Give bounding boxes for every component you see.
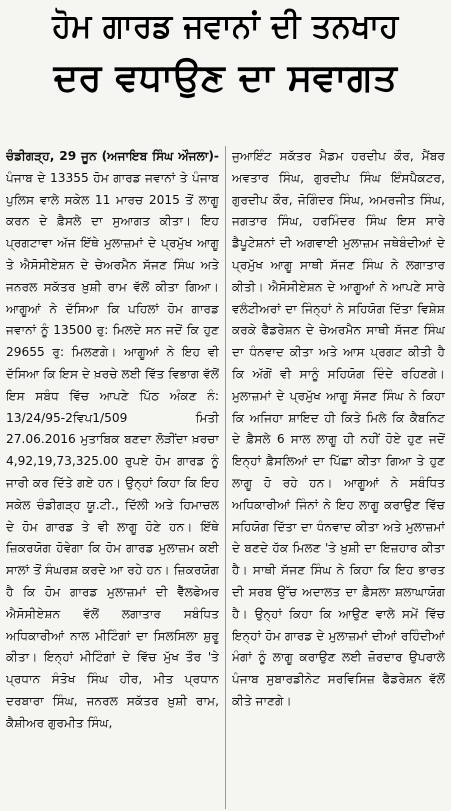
- left-column-text: ਪੰਜਾਬ ਦੇ 13355 ਹੋਮ ਗਾਰਡ ਜਵਾਨਾਂ ਤੇ ਪੰਜਾਬ ਪੁਲਿਸ ਵਾਲੇ ਸਕੇਲ 11 ਮਾਰਚ 2015 ਤੋਂ ਲਾਗੂ ਕਰਨ ਦੇ ਫ਼ੈਸਲੇ ਦਾ ਸੁਆਗਤ ਕੀਤਾ। ਇਹ ਪ੍ਰਗਟਾਵਾ ਅੱਜ ਇੱਥੇ ਮੁਲਾਜ਼ਮਾਂ ਦੇ ਪ੍ਰਮੁੱਖ ਆਗੂ ਤੇ ਐਸੋਸੀਏਸ਼ਨ ਦੇ ਚੇਅਰਮੈਨ ਸੱਜਣ ਸਿੰਘ ਅਤੇ ਜਨਰਲ ਸਕੱਤਰ ਖ਼ੁਸ਼ੀ ਰਾਮ ਵੱਲੋਂ ਕੀਤਾ ਗਿਆ। ਆਗੂਆਂ ਨੇ ਦੱਸਿਆ ਕਿ ਪਹਿਲਾਂ ਹੋਮ ਗਾਰਡ ਜਵਾਨਾਂ ਨੂੰ 13500 ਰੁ: ਮਿਲਦੇ ਸਨ ਜਦੋਂ ਕਿ ਹੁਣ 29655 ਰੁ: ਮਿਲਣਗੇ। ਆਗੂਆਂ ਨੇ ਇਹ ਵੀ ਦੱਸਿਆ ਕਿ ਇਸ ਦੇ ਖ਼ਰਚੇ ਲਈ ਵਿੱਤ ਵਿਭਾਗ ਵੱਲੋਂ ਇਸ ਸਬੰਧ ਵਿੱਚ ਆਪਣੇ ਪਿੱਠ ਅੰਕਣ ਨੰ: 13/24/95-2ਵਿਪ1/509 ਮਿਤੀ 27.06.2016 ਮੁਤਾਬਿਕ ਬਣਦਾ ਲੋੜੀਂਦਾ ਖ਼ਰਚਾ 4,92,19,73,325.00 ਰੁਪਏ ਹੋਮ ਗਾਰਡ ਨੂੰ ਜਾਰੀ ਕਰ ਦਿੱਤੇ ਗਏ ਹਨ। ਉਨ੍ਹਾਂ ਕਿਹਾ ਕਿ ਇਹ ਸਕੇਲ ਚੰਡੀਗੜ੍ਹ ਯੂ.ਟੀ., ਦਿੱਲੀ ਅਤੇ ਹਿਮਾਚਲ ਦੇ ਹੋਮ ਗਾਰਡ ਤੇ ਵੀ ਲਾਗੂ ਹੋਣੇ ਹਨ। ਇੱਥੇ ਜ਼ਿਕਰਯੋਗ ਹੋਵੇਗਾ ਕਿ ਹੋਮ ਗਾਰਡ ਮੁਲਾਜ਼ਮ ਕਈ ਸਾਲਾਂ ਤੋਂ ਸੰਘਰਸ਼ ਕਰਦੇ ਆ ਰਹੇ ਹਨ। ਜ਼ਿਕਰਯੋਗ ਹੈ ਕਿ ਹੋਮ ਗਾਰਡ ਮੁਲਾਜ਼ਮਾਂ ਦੀ ਵੈੱਲਫੇਅਰ ਐਸੋਸੀਏਸ਼ਨ ਵੱਲੋਂ ਲਗਾਤਾਰ ਸਬੰਧਿਤ ਅਧਿਕਾਰੀਆਂ ਨਾਲ ਮੀਟਿੰਗਾਂ ਦਾ ਸਿਲਸਿਲਾ ਸ਼ੁਰੂ ਕੀਤਾ। ਇਨ੍ਹਾਂ ਮੀਟਿੰਗਾਂ ਦੇ ਵਿੱਚ ਮੁੱਖ ਤੌਰ 'ਤੇ ਪ੍ਰਧਾਨ ਸੰਤੋਖ ਸਿੰਘ ਹੀਰ, ਮੀਤ ਪ੍ਰਧਾਨ ਦਰਬਾਰਾ ਸਿੰਘ, ਜਨਰਲ ਸਕੱਤਰ ਖ਼ੁਸ਼ੀ ਰਾਮ, ਕੈਸ਼ੀਅਰ ਗੁਰਮੀਤ ਸਿੰਘ,: [6, 170, 219, 730]
- right-column-paragraph: [232, 146, 445, 713]
- headline: [6, 4, 445, 108]
- headline-line-2: ਦਰ ਵਧਾਉਣ ਦਾ ਸਵਾਗਤ: [53, 56, 398, 99]
- right-column: [232, 146, 445, 809]
- article-body: [6, 146, 445, 809]
- right-column-text: ਜੁਆਇੰਟ ਸਕੱਤਰ ਮੈਡਮ ਹਰਦੀਪ ਕੌਰ, ਮੈਂਬਰ ਅਵਤਾਰ ਸਿੰਘ, ਗੁਰਦੀਪ ਸਿੰਘ ਇੰਸਪੈਕਟਰ, ਗੁਰਦੀਪ ਕੌਰ, ਜੋਗਿੰਦਰ ਸਿੰਘ, ਅਮਰਜੀਤ ਸਿੰਘ, ਜਗਤਾਰ ਸਿੰਘ, ਹਰਮਿੰਦਰ ਸਿੰਘ ਇਸ ਸਾਰੇ ਡੈਪੂਟੇਸ਼ਨਾਂ ਦੀ ਅਗਵਾਈ ਮੁਲਾਜ਼ਮ ਜਥੇਬੰਦੀਆਂ ਦੇ ਪ੍ਰਮੁੱਖ ਆਗੂ ਸਾਥੀ ਸੱਜਣ ਸਿੰਘ ਨੇ ਲਗਾਤਾਰ ਕੀਤੀ। ਐਸੋਸੀਏਸ਼ਨ ਦੇ ਆਗੂਆਂ ਨੇ ਆਪਣੇ ਸਾਰੇ ਵਲੰਟੀਅਰਾਂ ਦਾ ਜਿੰਨ੍ਹਾਂ ਨੇ ਸਹਿਯੋਗ ਦਿੱਤਾ ਵਿਸ਼ੇਸ਼ ਕਰਕੇ ਫੈਡਰੇਸ਼ਨ ਦੇ ਚੇਅਰਮੈਨ ਸਾਥੀ ਸੱਜਣ ਸਿੰਘ ਦਾ ਧੰਨਵਾਦ ਕੀਤਾ ਅਤੇ ਆਸ ਪ੍ਰਗਟ ਕੀਤੀ ਹੈ ਕਿ ਅੱਗੋਂ ਵੀ ਸਾਨੂੰ ਸਹਿਯੋਗ ਦਿੰਦੇ ਰਹਿਣਗੇ। ਮੁਲਾਜ਼ਮਾਂ ਦੇ ਪ੍ਰਮੁੱਖ ਆਗੂ ਸੱਜਣ ਸਿੰਘ ਨੇ ਕਿਹਾ ਕਿ ਅਜਿਹਾ ਸ਼ਾਇਦ ਹੀ ਕਿਤੇ ਮਿਲੇ ਕਿ ਕੈਬਨਿਟ ਦੇ ਫ਼ੈਸਲੇ 6 ਸਾਲ ਲਾਗੂ ਹੀ ਨਹੀਂ ਹੋਏ ਹੁਣ ਜਦੋਂ ਇਨ੍ਹਾਂ ਫ਼ੈਸਲਿਆਂ ਦਾ ਪਿੱਛਾ ਕੀਤਾ ਗਿਆ ਤੇ ਹੁਣ ਲਾਗੂ ਹੋ ਰਹੇ ਹਨ। ਆਗੂਆਂ ਨੇ ਸਬੰਧਿਤ ਅਧਿਕਾਰੀਆਂ ਜਿੰਨਾਂ ਨੇ ਇਹ ਲਾਗੂ ਕਰਾਉਣ ਵਿੱਚ ਸਹਿਯੋਗ ਦਿੱਤਾ ਦਾ ਧੰਨਵਾਦ ਕੀਤਾ ਅਤੇ ਮੁਲਾਜ਼ਮਾਂ ਦੇ ਬਣਦੇ ਹੱਕ ਮਿਲਣ 'ਤੇ ਖ਼ੁਸ਼ੀ ਦਾ ਇਜ਼ਹਾਰ ਕੀਤਾ ਹੈ। ਸਾਥੀ ਸੱਜਣ ਸਿੰਘ ਨੇ ਕਿਹਾ ਕਿ ਇਹ ਭਾਰਤ ਦੀ ਸਰਬ ਉੱਚ ਅਦਾਲਤ ਦਾ ਫ਼ੈਸਲਾ ਸ਼ਲਾਘਾਯੋਗ ਹੈ। ਉਨ੍ਹਾਂ ਕਿਹਾ ਕਿ ਆਉਣ ਵਾਲੇ ਸਮੇਂ ਵਿੱਚ ਇਨ੍ਹਾਂ ਹੋਮ ਗਾਰਡ ਦੇ ਮੁਲਾਜ਼ਮਾਂ ਦੀਆਂ ਰਹਿੰਦੀਆਂ ਮੰਗਾਂ ਨੂੰ ਲਾਗੂ ਕਰਾਉਣ ਲਈ ਜ਼ੋਰਦਾਰ ਉਪਰਾਲੇ ਪੰਜਾਬ ਸੁਬਾਰਡੀਨੇਟ ਸਰਵਿਸਿਜ਼ ਫੈਡਰੇਸ਼ਨ ਵੱਲੋਂ ਕੀਤੇ ਜਾਣਗੇ।: [232, 149, 445, 708]
- left-column: [6, 146, 219, 809]
- dateline: ਚੰਡੀਗੜ੍ਹ, 29 ਜੂਨ (ਅਜਾਇਬ ਸਿੰਘ ਔਜਲਾ)-: [6, 149, 219, 163]
- headline-line-1: ਹੋਮ ਗਾਰਡ ਜਵਾਨਾਂ ਦੀ ਤਨਖਾਹ: [52, 6, 399, 45]
- column-divider: [225, 146, 226, 809]
- left-column-paragraph: [6, 146, 219, 735]
